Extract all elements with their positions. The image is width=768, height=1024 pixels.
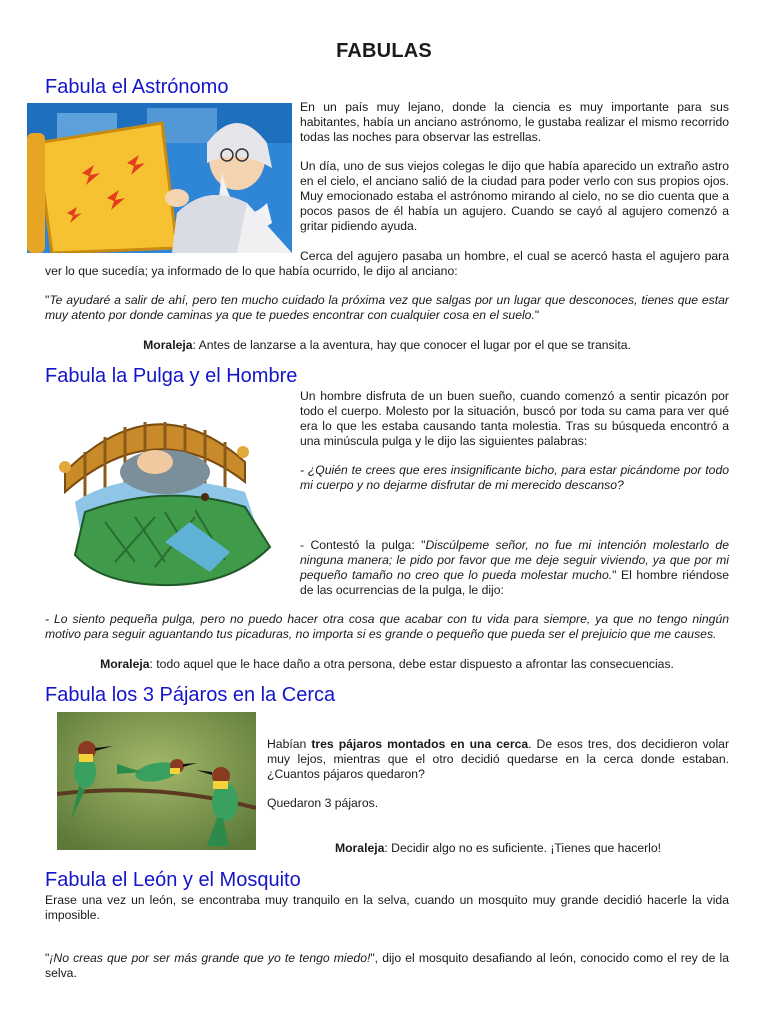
quote-text: Te ayudaré a salir de ahí, pero ten mucho cuidado la próxima vez que salgas por un lugar que desconoces, tienes que estar muy atento por donde caminas ya que te puedes encontrar con cualquier cosa en el suelo. <box>45 293 729 322</box>
answer-quote: Discúlpeme señor, no fue mi intención molestarlo de ninguna manera; le pido por favor que me deje seguir viviendo, ya que por mi pequeño tamaño no creo que lo pueda molestar mucho. <box>300 538 729 582</box>
moral-label: Moraleja <box>334 841 385 855</box>
p1-end: . De esos tres, dos decidieron volar muy lejos, mientras que el otro decidió quedarse en la cerca donde estaban. ¿Cuantos pájaros quedaron? <box>267 737 729 781</box>
fable-pulga-reply: - Lo siento pequeña pulga, pero no puedo hacer otra cosa que acabar con tu vida para siempre, ya que no tengo ningún motivo para seguir aguantando tus picaduras, no importa si es grande o pequeño que pueda ser el prejuicio que me causes. <box>45 612 729 641</box>
moral-text: : Decidir algo no es suficiente. ¡Tienes que hacerlo! <box>384 841 662 855</box>
fable-astronomo-paragraph-1: En un país muy lejano, donde la ciencia es muy importante para sus habitantes, había un anciano astrónomo, le gustaba realizar el mismo recorrido todas las noches para observar las estrellas. <box>300 100 729 144</box>
quote-open-mark: " <box>45 951 50 965</box>
fable-astronomo-paragraph-2: Un día, uno de sus viejos colegas le dijo que había aparecido un extraño astro en el cielo, el anciano salió de la ciudad para poder verlo con sus propios ojos. Muy emocionado estaba el astrónomo mirando al cielo, no se dio cuenta que a pocos pasos de él había un agujero. Cuando se cayó al agujero comenzó a gritar pidiendo ayuda. <box>300 159 729 233</box>
fable-pajaros-moral <box>267 841 729 856</box>
fable-astronomo-paragraph-3: Cerca del agujero pasaba un hombre, el cual se acercó hasta el agujero para ver lo que sucedía; ya informado de lo que había ocurrido, le dijo al anciano: <box>45 249 729 278</box>
quote-open-mark: " <box>45 293 50 307</box>
fable-pulga-moral <box>45 657 729 672</box>
fable-pulga-answer <box>300 538 729 598</box>
moral-text: : todo aquel que le hace daño a otra persona, debe estar dispuesto a afrontar las consecuencias. <box>149 657 674 671</box>
moral-text: : Antes de lanzarse a la aventura, hay que conocer el lugar por el que se transita. <box>192 338 631 352</box>
fable-astronomo-quote <box>45 293 729 323</box>
answer-intro: - Contestó la pulga: " <box>300 538 426 552</box>
quote-close-mark: " <box>534 308 540 322</box>
fable-heading-astronomo: Fabula el Astrónomo <box>45 76 229 98</box>
fable-pajaros-answer: Quedaron 3 pájaros. <box>267 796 379 810</box>
fable-astronomo-moral <box>45 338 729 353</box>
astronomer-illustration <box>27 103 292 253</box>
fable-pajaros-paragraph-1 <box>267 737 729 782</box>
moral-label: Moraleja <box>143 338 193 352</box>
fable-heading-pulga: Fabula la Pulga y el Hombre <box>45 365 298 387</box>
p1-start: Habían <box>267 737 312 751</box>
moral-label: Moraleja <box>100 657 150 671</box>
fable-heading-leon: Fabula el León y el Mosquito <box>45 869 301 891</box>
answer-outro: " El hombre riéndose de las ocurrencias de la pulga, le dijo: <box>300 568 729 597</box>
fable-leon-quote <box>45 951 729 981</box>
three-birds-photo <box>57 712 256 850</box>
fable-leon-paragraph-1: Erase una vez un león, se encontraba muy tranquilo en la selva, cuando un mosquito muy grande decidió hacerle la vida imposible. <box>45 893 729 922</box>
p1-bold: tres pájaros montados en una cerca <box>311 737 529 751</box>
flea-bed-illustration <box>45 392 290 590</box>
quote-text: ¡No creas que por ser más grande que yo te tengo miedo! <box>49 951 371 965</box>
fable-pulga-paragraph-1: Un hombre disfruta de un buen sueño, cuando comenzó a sentir picazón por todo el cuerpo. Molesto por la situación, buscó por toda su cama para ver qué era lo que les estaba causando tanta molestia. Tras su búsqueda encontró a una minúscula pulga y le dijo las siguientes palabras: <box>300 389 729 448</box>
fable-heading-pajaros: Fabula los 3 Pájaros en la Cerca <box>45 684 336 706</box>
page-title: FABULAS <box>336 40 432 62</box>
quote-tail: ", dijo el mosquito desafiando al león, conocido como el rey de la selva. <box>45 951 729 980</box>
fable-pulga-question: - ¿Quién te crees que eres insignificante bicho, para estar picándome por todo mi cuerpo y no dejarme disfrutar de mi merecido descanso? <box>300 463 729 492</box>
